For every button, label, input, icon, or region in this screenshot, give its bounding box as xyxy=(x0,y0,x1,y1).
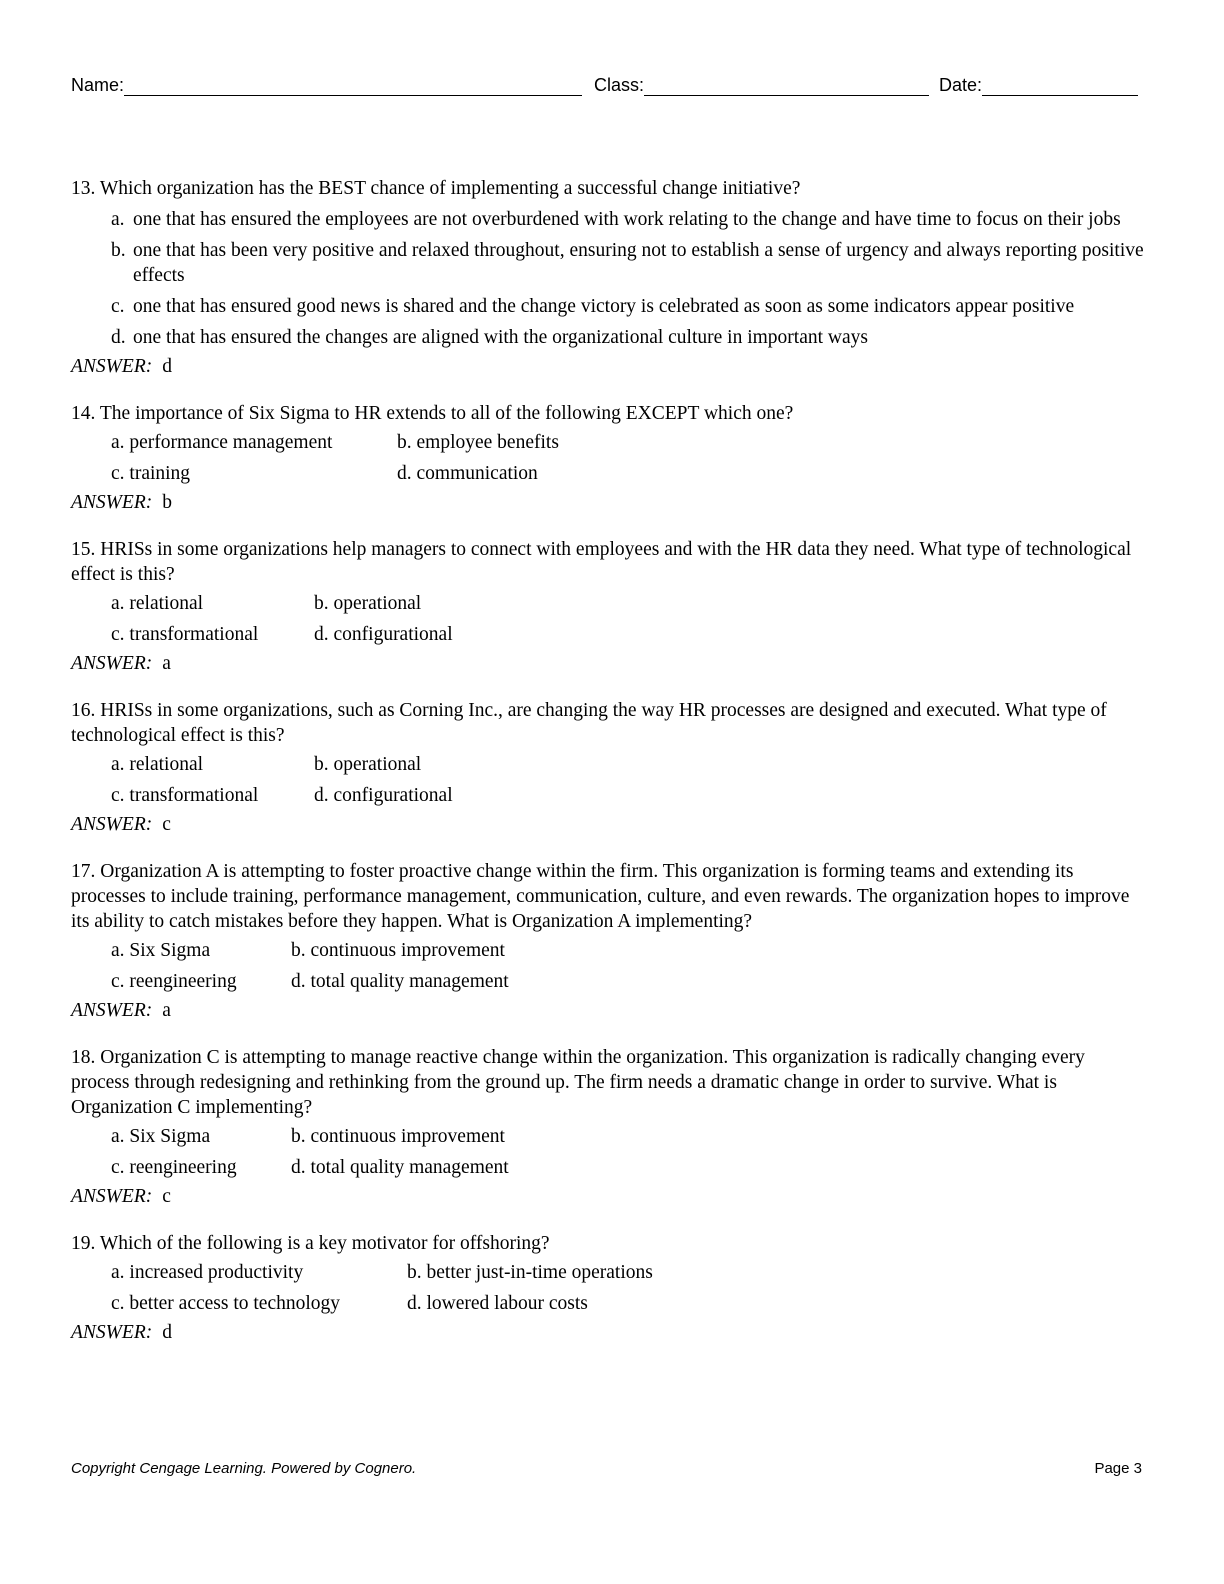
date-blank-line[interactable] xyxy=(982,73,1138,96)
option-c: c. transformational xyxy=(111,624,259,645)
options-grid xyxy=(111,591,1146,647)
options-list xyxy=(111,207,1146,350)
class-field xyxy=(594,70,929,96)
options-grid xyxy=(111,1124,1146,1180)
name-field xyxy=(71,70,582,96)
option-letter: b. xyxy=(111,240,126,261)
answer-value: d xyxy=(162,1322,172,1343)
option-b: b. continuous improvement xyxy=(291,1126,505,1147)
option-letter: c. xyxy=(111,296,125,317)
page-header xyxy=(71,70,1142,98)
answer-label: ANSWER: xyxy=(71,1186,153,1207)
question-19 xyxy=(71,1231,1146,1345)
question-15 xyxy=(71,537,1146,676)
answer-label: ANSWER: xyxy=(71,814,153,835)
question-stem: 18. Organization C is attempting to manage reactive change within the organization. This organization is radically changing every process through redesigning and rethinking from the ground up. The firm needs a dramatic change in order to survive. What is Organization C implementing? xyxy=(71,1047,1085,1118)
answer-label: ANSWER: xyxy=(71,1000,153,1021)
copyright-text: Copyright Cengage Learning. Powered by Cognero. xyxy=(71,1460,417,1477)
option-a: a. Six Sigma xyxy=(111,940,211,961)
option-c: c. reengineering xyxy=(111,1157,237,1178)
option-b xyxy=(111,238,1146,288)
name-label: Name: xyxy=(71,75,125,95)
option-c: c. reengineering xyxy=(111,971,237,992)
answer-line xyxy=(71,651,1146,676)
question-stem: 16. HRISs in some organizations, such as Corning Inc., are changing the way HR processes are designed and executed. What type of technological effect is this? xyxy=(71,700,1107,746)
answer-line xyxy=(71,1320,1146,1345)
answer-value: c xyxy=(162,814,171,835)
option-b: b. operational xyxy=(314,754,422,775)
page-number: Page 3 xyxy=(1094,1460,1142,1477)
options-grid xyxy=(111,752,1146,808)
option-a: a. Six Sigma xyxy=(111,1126,211,1147)
option-d xyxy=(111,325,1146,350)
option-b: b. employee benefits xyxy=(397,432,559,453)
option-a: a. performance management xyxy=(111,432,333,453)
option-text: one that has ensured the employees are not overburdened with work relating to the change and have time to focus on their jobs xyxy=(133,209,1121,230)
answer-line xyxy=(71,354,1146,379)
option-d: d. configurational xyxy=(314,624,453,645)
question-stem: 14. The importance of Six Sigma to HR extends to all of the following EXCEPT which one? xyxy=(71,403,794,424)
answer-value: a xyxy=(162,1000,171,1021)
class-blank-line[interactable] xyxy=(644,73,929,96)
question-16 xyxy=(71,698,1146,837)
option-c xyxy=(111,294,1146,319)
option-d: d. configurational xyxy=(314,785,453,806)
question-stem: 19. Which of the following is a key motivator for offshoring? xyxy=(71,1233,550,1254)
option-c: c. better access to technology xyxy=(111,1293,341,1314)
option-b: b. operational xyxy=(314,593,422,614)
question-stem: 13. Which organization has the BEST chance of implementing a successful change initiative? xyxy=(71,178,801,199)
option-c: c. training xyxy=(111,463,191,484)
date-label: Date: xyxy=(939,75,983,95)
answer-line xyxy=(71,812,1146,837)
option-a: a. relational xyxy=(111,754,204,775)
option-text: one that has ensured good news is shared and the change victory is celebrated as soon as some indicators appear positive xyxy=(133,296,1075,317)
option-a: a. relational xyxy=(111,593,204,614)
question-14 xyxy=(71,401,1146,515)
options-grid xyxy=(111,430,1146,486)
answer-line xyxy=(71,1184,1146,1209)
answer-value: b xyxy=(162,492,172,513)
answer-value: c xyxy=(162,1186,171,1207)
question-list xyxy=(71,176,1146,1367)
option-a xyxy=(111,207,1146,232)
option-c: c. transformational xyxy=(111,785,259,806)
option-d: d. communication xyxy=(397,463,538,484)
date-field xyxy=(939,70,1138,96)
options-grid xyxy=(111,1260,1146,1316)
answer-label: ANSWER: xyxy=(71,1322,153,1343)
answer-line xyxy=(71,998,1146,1023)
question-13 xyxy=(71,176,1146,379)
option-d: d. total quality management xyxy=(291,1157,509,1178)
option-text: one that has been very positive and relaxed throughout, ensuring not to establish a sense of urgency and always reporting positive effects xyxy=(133,240,1144,286)
question-18 xyxy=(71,1045,1146,1209)
question-17 xyxy=(71,859,1146,1023)
options-grid xyxy=(111,938,1146,994)
answer-label: ANSWER: xyxy=(71,356,153,377)
question-stem: 17. Organization A is attempting to foster proactive change within the firm. This organization is forming teams and extending its processes to include training, performance management, communication, culture, and even rewards. The organization hopes to improve its ability to catch mistakes before they happen. What is Organization A implementing? xyxy=(71,861,1130,932)
class-label: Class: xyxy=(594,75,645,95)
name-blank-line[interactable] xyxy=(124,73,582,96)
option-letter: d. xyxy=(111,327,126,348)
option-d: d. lowered labour costs xyxy=(407,1293,588,1314)
question-stem: 15. HRISs in some organizations help managers to connect with employees and with the HR data they need. What type of technological effect is this? xyxy=(71,539,1132,585)
answer-label: ANSWER: xyxy=(71,653,153,674)
answer-line xyxy=(71,490,1146,515)
answer-label: ANSWER: xyxy=(71,492,153,513)
option-b: b. continuous improvement xyxy=(291,940,505,961)
option-text: one that has ensured the changes are aligned with the organizational culture in important ways xyxy=(133,327,868,348)
option-letter: a. xyxy=(111,209,125,230)
answer-value: d xyxy=(162,356,172,377)
answer-value: a xyxy=(162,653,171,674)
option-b: b. better just-in-time operations xyxy=(407,1262,653,1283)
option-a: a. increased productivity xyxy=(111,1262,304,1283)
option-d: d. total quality management xyxy=(291,971,509,992)
